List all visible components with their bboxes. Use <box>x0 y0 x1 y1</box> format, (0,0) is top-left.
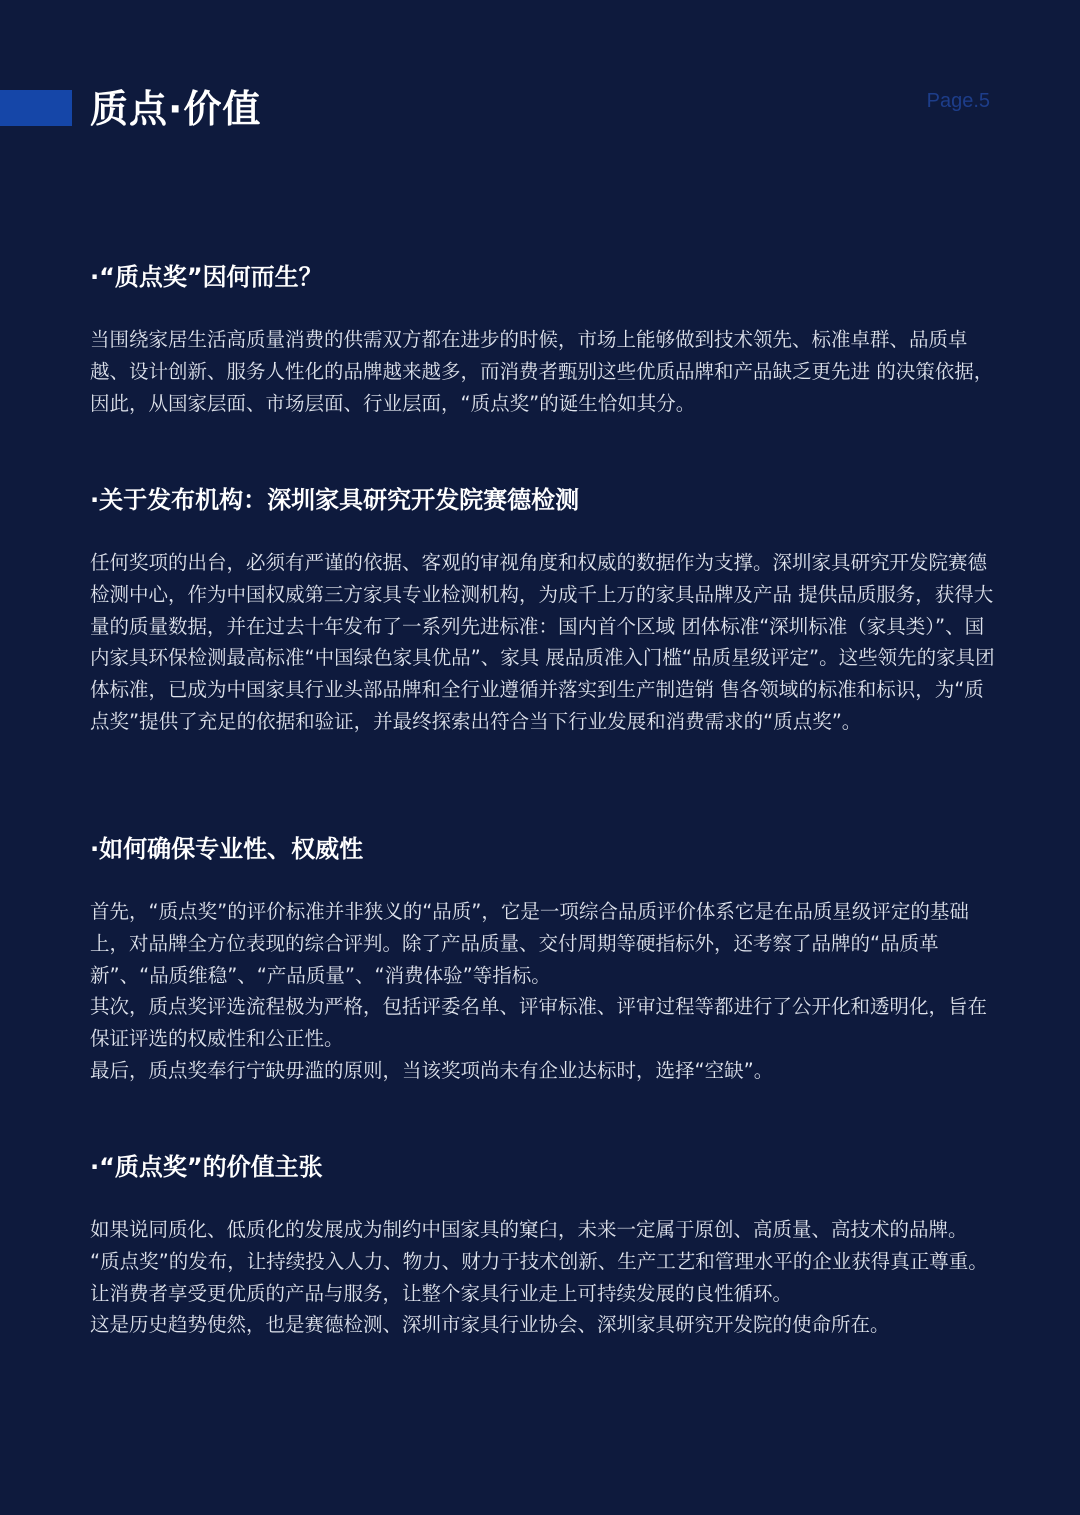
paragraph: 如果说同质化、低质化的发展成为制约中国家具的窠臼，未来一定属于原创、高质量、高技术的品牌。 <box>90 1218 968 1241</box>
section-body <box>90 1214 995 1341</box>
paragraph: 任何奖项的出台，必须有严谨的依据、客观的审视角度和权威的数据作为支撑。深圳家具研究开发院赛德检测中心，作为中国权威第三方家具专业检测机构，为成千上万的家具品牌及产品 提供品质服务，获得大量的质量数据，并在过去十年发布了一系列先进标准：国内首个区域 团体标准“深圳标准（家具类）”、国内家具环保检测最高标准“中国绿色家具优品”、家具 展品质准入门槛“品质星级评定”。这些领先的家具团体标准，已成为中国家具行业头部品牌和全行业遵循并落实到生产制造销 售各领域的标准和标识，为“质点奖”提供了充足的依据和验证，并最终探索出符合当下行业发展和消费需求的“质点奖”。 <box>90 551 995 733</box>
page-number: Page.5 <box>926 90 990 112</box>
section-body <box>90 324 995 419</box>
page-title: 质点·价值 <box>90 87 262 131</box>
section-publisher <box>90 483 995 738</box>
section-heading: ·关于发布机构：深圳家具研究开发院赛德检测 <box>90 486 580 514</box>
paragraph: “质点奖”的发布，让持续投入人力、物力、财力于技术创新、生产工艺和管理水平的企业获得真正尊重。 <box>90 1249 988 1273</box>
section-body <box>90 547 995 738</box>
section-heading: ·“质点奖”因何而生？ <box>90 263 323 291</box>
title-accent-bar <box>0 90 72 126</box>
section-body <box>90 896 995 1087</box>
section-heading: ·如何确保专业性、权威性 <box>90 835 364 863</box>
section-value <box>90 1150 995 1341</box>
section-heading: ·“质点奖”的价值主张 <box>90 1153 323 1181</box>
paragraph: 当围绕家居生活高质量消费的供需双方都在进步的时候，市场上能够做到技术领先、标准卓群、品质卓越、设计创新、服务人性化的品牌越来越多，而消费者甄别这些优质品牌和产品缺乏更先进 的决策依据，因此，从国家层面、市场层面、行业层面，“质点奖”的诞生恰如其分。 <box>90 328 994 415</box>
section-origin <box>90 260 995 419</box>
section-authority <box>90 832 995 1087</box>
paragraph: 最后，质点奖奉行宁缺毋滥的原则，当该奖项尚未有企业达标时，选择“空缺”。 <box>90 1058 774 1082</box>
paragraph: 让消费者享受更优质的产品与服务，让整个家具行业走上可持续发展的良性循环。 <box>90 1281 793 1305</box>
paragraph: 这是历史趋势使然，也是赛德检测、深圳市家具行业协会、深圳家具研究开发院的使命所在。 <box>90 1313 890 1337</box>
paragraph: 首先，“质点奖”的评价标准并非狭义的“品质”，它是一项综合品质评价体系它是在品质星级评定的基础上，对品牌全方位表现的综合评判。除了产品质量、交付周期等硬指标外，还考察了品牌的“品质革新”、“品质维稳”、“产品质量”、“消费体验”等指标。 <box>90 900 969 987</box>
paragraph: 其次，质点奖评选流程极为严格，包括评委名单、评审标准、评审过程等都进行了公开化和透明化，旨在保证评选的权威性和公正性。 <box>90 995 988 1051</box>
